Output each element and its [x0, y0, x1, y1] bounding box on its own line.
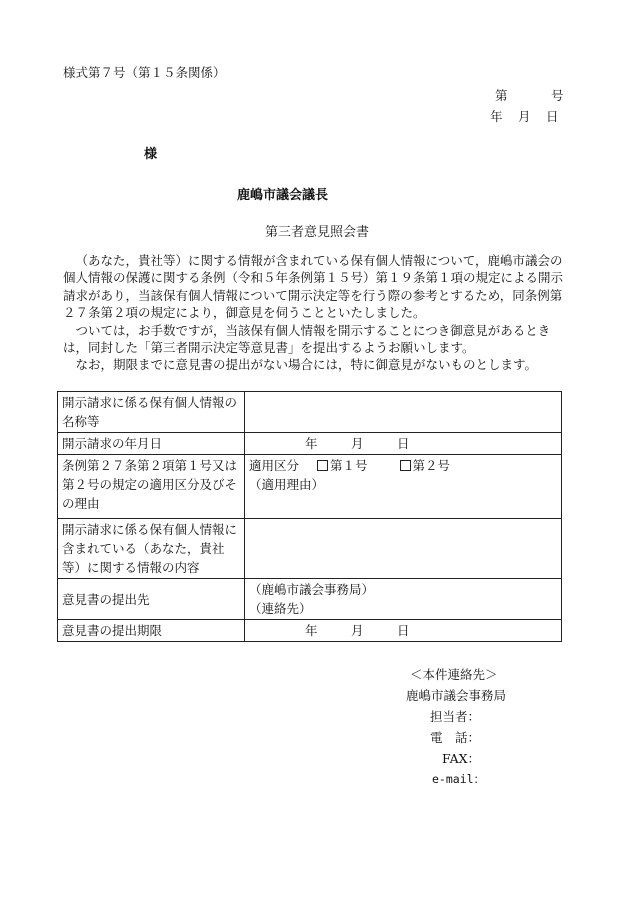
row-value-category: [245, 455, 562, 519]
table-row: [58, 392, 562, 433]
body-paragraph-1: （あなた，貴社等）に関する情報が含まれている保有個人情報について，鹿嶋市議会の個人情報の保護に関する条例（令和５年条例第１５号）第１９条第１項の規定による開示請求があり，当該保有個人情報について開示決定等を行う際の参考とするため，同条例第２７条第２項の規定により，御意見を伺うことといたしました。: [63, 253, 564, 321]
row-label-request-date: 開示請求の年月日: [58, 433, 245, 455]
contact-org: 鹿嶋市議会事務局: [406, 688, 507, 703]
contact-block: [406, 664, 507, 790]
body-text: [63, 252, 573, 374]
row-label-category: 条例第２７条第２項第１号又は第２号の規定の適用区分及びその理由: [58, 455, 245, 519]
body-paragraph-2: ついては，お手数ですが，当該保有個人情報を開示することにつき御意見があるときは，同封した「第三者開示決定等意見書」を提出するようお願いします。: [63, 322, 551, 356]
sender: 鹿嶋市議会議長: [237, 188, 329, 203]
table-row: [58, 519, 562, 579]
table-row: [58, 579, 562, 620]
addressee: 様: [144, 147, 158, 162]
category-label: 適用区分: [249, 458, 300, 473]
request-month: 月: [351, 436, 364, 451]
contact-person: 担当者：: [430, 709, 481, 724]
document-title: 第三者意見照会書: [265, 225, 370, 240]
row-label-info-content: 開示請求に係る保有個人情報に含まれている（あなた，貴社等）に関する情報の内容: [58, 519, 245, 579]
deadline-month: 月: [351, 623, 364, 638]
deadline-day: 日: [397, 623, 410, 638]
row-label-destination: 意見書の提出先: [58, 579, 245, 620]
document-number-prefix: 第: [495, 88, 508, 103]
date-day: 日: [546, 109, 559, 124]
option-1-label: 第１号: [330, 458, 368, 473]
document-number-suffix: 号: [551, 88, 564, 103]
date-year: 年: [490, 109, 503, 124]
request-day: 日: [397, 436, 410, 451]
row-value-info-name[interactable]: [245, 392, 562, 433]
destination-office: （鹿嶋市議会事務局）: [249, 582, 375, 597]
body-paragraph-3: なお，期限までに意見書の提出がない場合には，特に御意見がないものとします。: [75, 357, 538, 373]
contact-fax: FAX：: [442, 751, 481, 766]
table-row: [58, 455, 562, 519]
contact-heading: ＜本件連絡先＞: [410, 667, 498, 682]
checkbox-option-1[interactable]: [317, 460, 328, 471]
category-reason: （適用理由）: [249, 477, 325, 492]
date-month: 月: [518, 109, 531, 124]
deadline-year: 年: [305, 623, 318, 638]
form-id: 様式第７号（第１５条関係）: [63, 65, 226, 80]
request-year: 年: [305, 436, 318, 451]
document-number: [495, 86, 564, 104]
row-value-request-date[interactable]: [245, 433, 562, 455]
row-value-destination: [245, 579, 562, 620]
destination-contact: （連絡先）: [249, 601, 312, 616]
row-value-deadline[interactable]: [245, 620, 562, 642]
info-table: [57, 391, 562, 642]
option-2-label: 第２号: [412, 458, 451, 473]
contact-phone: 電 話：: [430, 730, 481, 745]
table-row: [58, 620, 562, 642]
row-label-info-name: 開示請求に係る保有個人情報の名称等: [58, 392, 245, 433]
document-date: [490, 107, 559, 125]
checkbox-option-2[interactable]: [400, 460, 411, 471]
table-row: [58, 433, 562, 455]
row-value-info-content[interactable]: [245, 519, 562, 579]
row-label-deadline: 意見書の提出期限: [58, 620, 245, 642]
contact-email: e-mail：: [432, 772, 486, 786]
